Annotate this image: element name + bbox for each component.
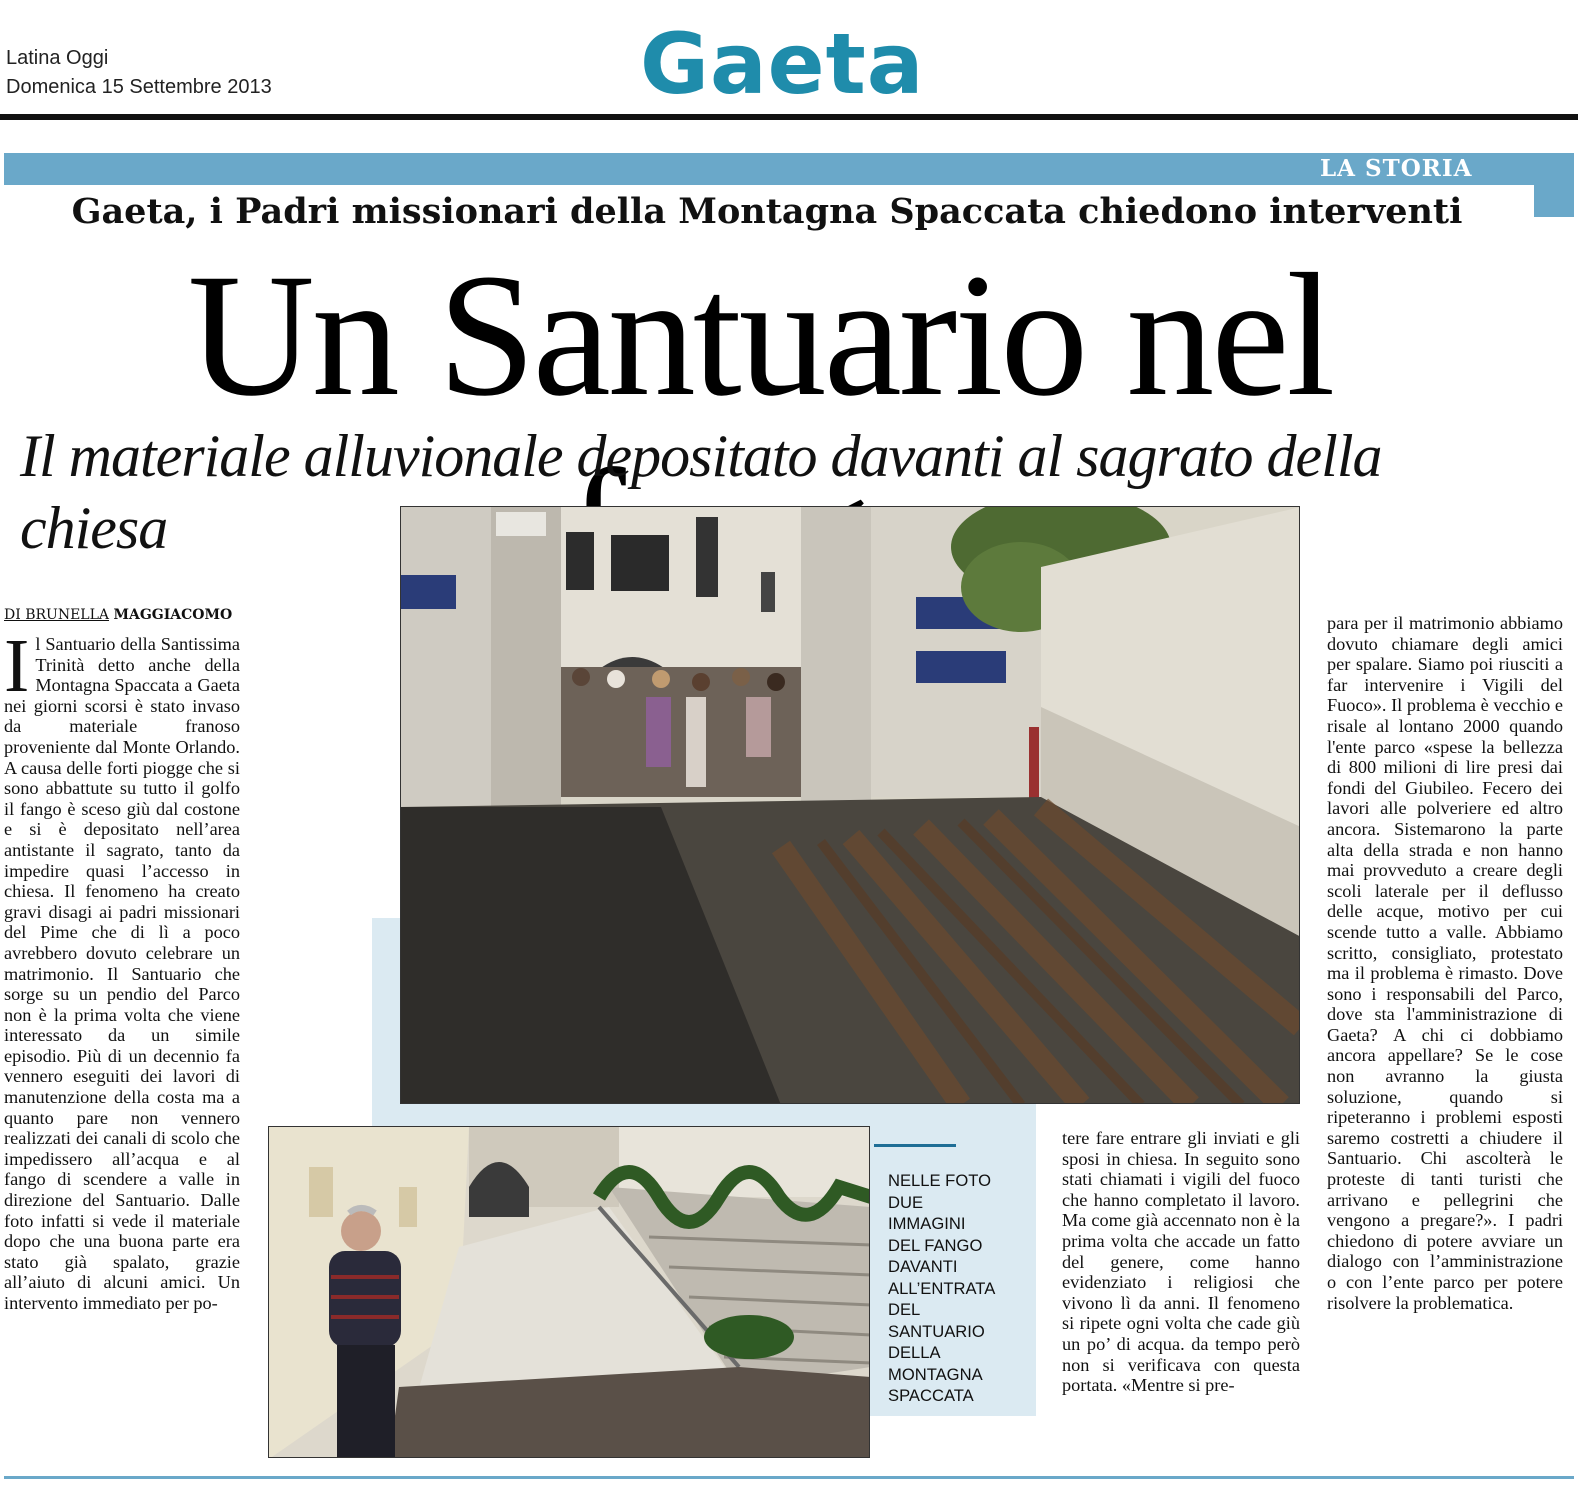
drop-cap: I bbox=[4, 624, 30, 708]
headline: Un Santuario nel bbox=[187, 238, 1333, 433]
article-column-1 bbox=[4, 624, 240, 1466]
photo-sanctuary-steps-illustration bbox=[269, 1127, 870, 1458]
byline-prefix: DI BRUNELLA bbox=[4, 607, 110, 623]
caption-line: DAVANTI bbox=[888, 1257, 958, 1276]
masthead-rule bbox=[0, 114, 1578, 120]
caption-line: ALL’ENTRATA bbox=[888, 1278, 996, 1298]
article-column-1-text: l Santuario della Santissima Trinità detto anche della Montagna Spaccata a Gaeta nei giorni scorsi è stato invaso da materiale franoso proveniente dal Monte Orlando. A causa delle forti piogge che si sono abbattute su tutto il golfo il fango è sceso giù dal costone e si è depositato nell’area antistante il sagrato, tanto da impedire quasi l’accesso in chiesa. Il fenomeno ha creato gravi disagi ai padri missionari del Pime che di lì a poco avrebbero dovuto celebrare un matrimonio. Il Santuario che sorge su un pendio del Parco non è la prima volta che viene interessato da un simile episodio. Più di un decennio fa vennero eseguiti dei lavori di manutenzione della costa ma a quanto pare non vennero realizzati dei canali di scolo che impedissero all’acqua e al fango di scendere a valle in direzione del Santuario. Dalle foto infatti si vede il materiale dopo che una buona parte era stato già spalato, grazie all’aiuto di alcuni amici. Un intervento immediato per po- bbox=[4, 634, 240, 1313]
overline: Gaeta, i Padri missionari della Montagna Spaccata chiedono interventi bbox=[71, 191, 1463, 232]
photo-sanctuary-entrance bbox=[400, 506, 1300, 1104]
publication-name: Latina Oggi bbox=[6, 47, 109, 69]
article-column-2: tere fare entrare gli inviati e gli sposi in chiesa. In seguito sono stati chiamati i vigili del fuoco che hanno completato il lavoro. Ma come già accennato non è la prima volta che accade un fatto del genere, come hanno evidenziato i religiosi che vivono lì da anni. Il fenomeno si ripete ogni volta che cade giù un po’ di acqua. da tempo però non si verificava con questa portata. «Mentre si pre- bbox=[1062, 1128, 1300, 1396]
photo-sanctuary-entrance-illustration bbox=[401, 507, 1300, 1104]
byline bbox=[4, 605, 232, 625]
kicker-label: LA STORIA bbox=[1320, 155, 1473, 182]
kicker-tab bbox=[1534, 153, 1574, 217]
caption-line: IMMAGINI bbox=[888, 1214, 966, 1233]
photo-caption bbox=[888, 1170, 1033, 1407]
caption-rule bbox=[874, 1144, 956, 1147]
caption-line: SPACCATA bbox=[888, 1386, 974, 1405]
caption-line: DELLA bbox=[888, 1343, 941, 1362]
caption-line: DUE bbox=[888, 1192, 924, 1212]
subheadline: Il materiale alluvionale depositato davanti al sagrato della chiesa bbox=[20, 423, 1382, 561]
caption-line: NELLE FOTO bbox=[888, 1171, 991, 1190]
photo-sanctuary-steps bbox=[268, 1126, 870, 1458]
caption-line: DEL FANGO bbox=[888, 1235, 983, 1255]
bottom-rule bbox=[4, 1476, 1574, 1479]
publication-date: Domenica 15 Settembre 2013 bbox=[6, 76, 272, 98]
caption-line: SANTUARIO bbox=[888, 1321, 985, 1341]
byline-author: MAGGIACOMO bbox=[113, 607, 233, 623]
publication-info bbox=[6, 44, 272, 102]
caption-line: DEL bbox=[888, 1300, 921, 1319]
caption-line: MONTAGNA bbox=[888, 1364, 983, 1384]
section-title: Gaeta bbox=[640, 15, 925, 113]
article-column-3: para per il matrimonio abbiamo dovuto chiamare degli amici per spalare. Siamo poi riusciti a far intervenire i Vigili del Fuoco». Il problema è vecchio e risale al lontano 2000 quando l'ente parco «spese la bellezza di 800 milioni di lire presi dai fondi del Giubileo. Fecero dei lavori alle polveriere ed altro ancora. Sistemarono la parte alta della strada e non hanno mai provveduto a creare degli scoli laterale per il deflusso delle acque, motivo per cui scende tutto a valle. Abbiamo scritto, consigliato, protestato ma il problema è rimasto. Dove sono i responsabili del Parco, dove sta l'amministrazione di Gaeta? A chi ci dobbiamo ancora appellare? Se le cose non avranno la giusta soluzione, quando si ripeteranno i problemi esposti saremo costretti a chiudere il Santuario. Chi ascolterà le proteste di tanti turisti che arrivano e pellegrini che vengono a pregare?». I padri chiedono di potere avviare un dialogo con l’amministrazione o con l’ente parco per potere risolvere la problematica. bbox=[1327, 613, 1563, 1313]
